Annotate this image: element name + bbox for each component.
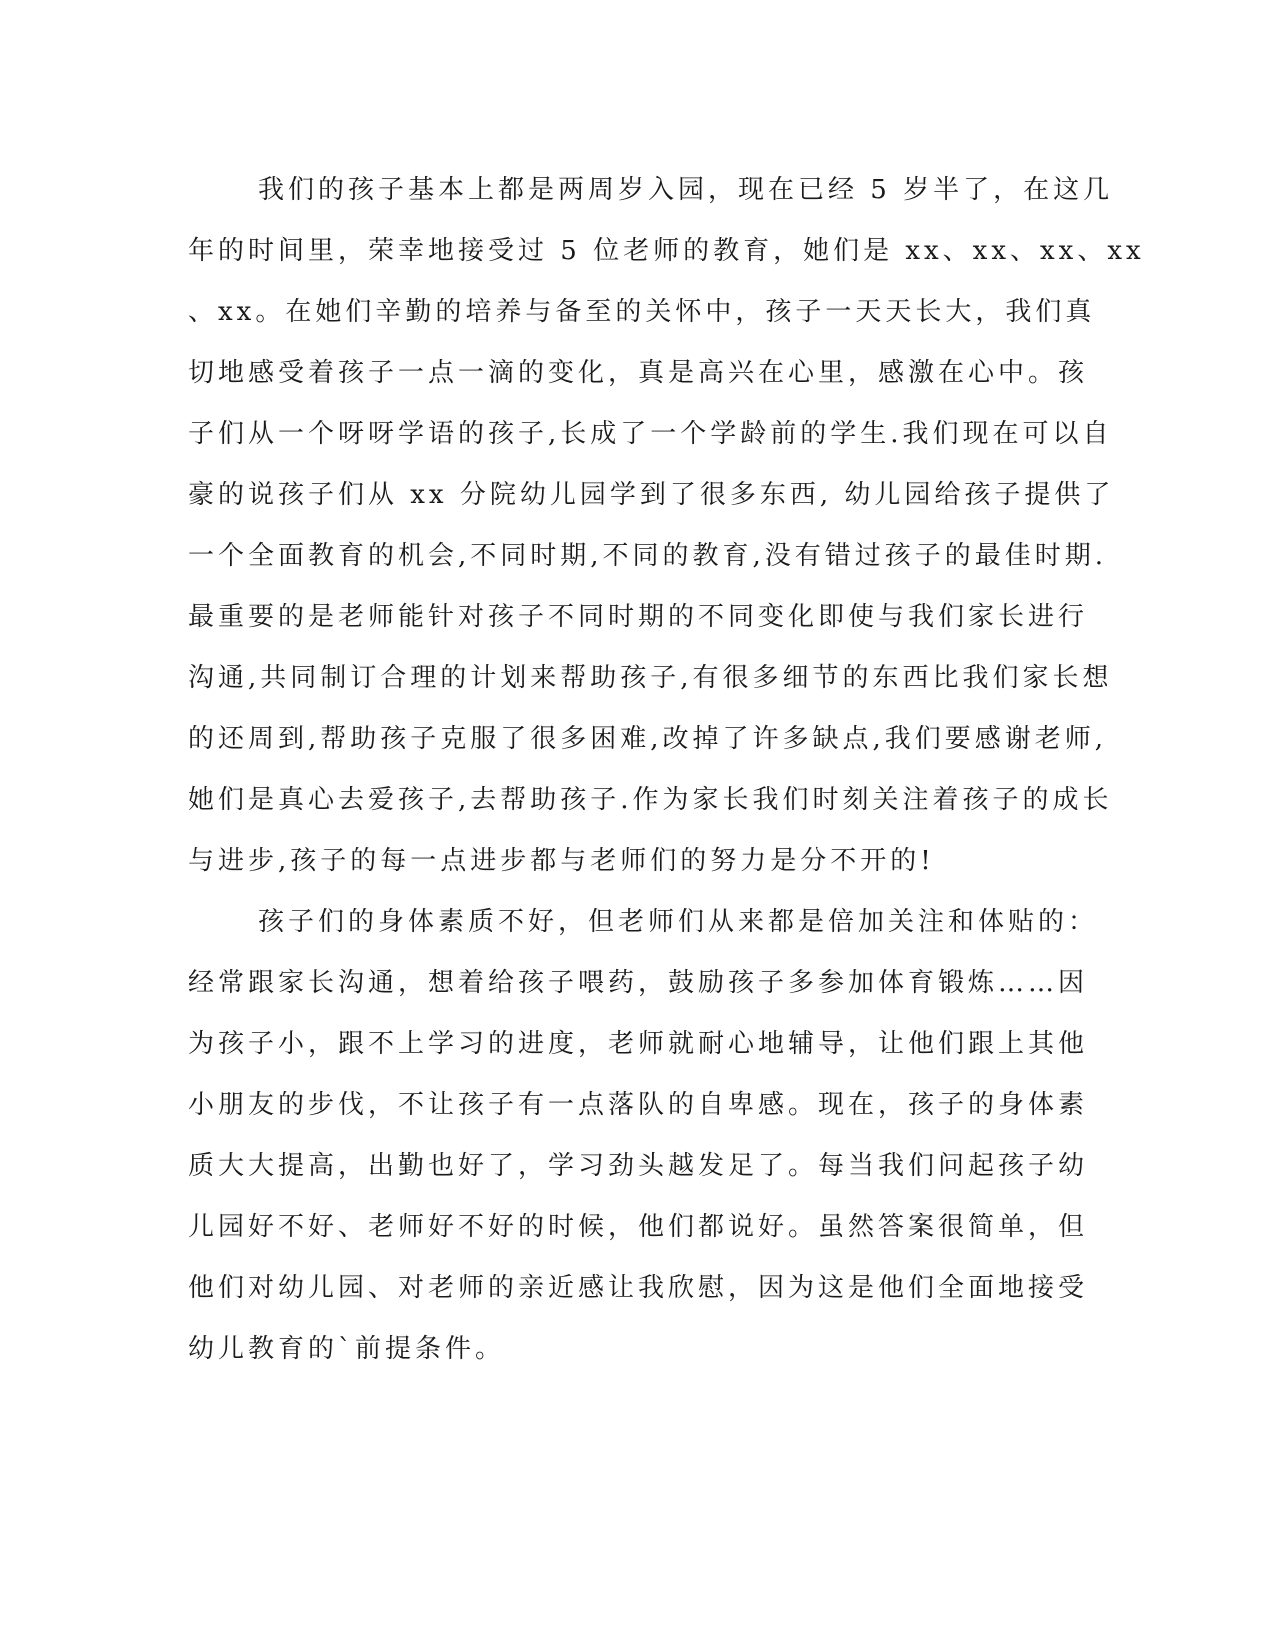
paragraph-1-line: 一个全面教育的机会,不同时期,不同的教育,没有错过孩子的最佳时期. <box>188 541 1108 571</box>
paragraph-1-line: 与进步,孩子的每一点进步都与老师们的努力是分不开的! <box>188 846 935 876</box>
paragraph-1-line: 的还周到,帮助孩子克服了很多困难,改掉了许多缺点,我们要感谢老师, <box>188 724 1108 754</box>
paragraph-1-line: 、xx。在她们辛勤的培养与备至的关怀中，孩子一天天长大，我们真 <box>188 297 1096 327</box>
paragraph-2-line: 经常跟家长沟通，想着给孩子喂药，鼓励孩子多参加体育锻炼……因 <box>188 968 1089 998</box>
paragraph-2-line: 质大大提高，出勤也好了，学习劲头越发足了。每当我们问起孩子幼 <box>188 1151 1089 1181</box>
paragraph-2-line: 为孩子小，跟不上学习的进度，老师就耐心地辅导，让他们跟上其他 <box>188 1029 1089 1059</box>
document-body <box>188 160 1145 1380</box>
paragraph-1 <box>188 160 1145 892</box>
paragraph-2-line: 幼儿教育的`前提条件。 <box>188 1334 506 1364</box>
paragraph-1-line: 年的时间里，荣幸地接受过 5 位老师的教育，她们是 xx、xx、xx、xx <box>188 236 1145 266</box>
paragraph-1-line: 子们从一个呀呀学语的孩子,长成了一个学龄前的学生.我们现在可以自 <box>188 419 1113 449</box>
paragraph-2-line: 小朋友的步伐，不让孩子有一点落队的自卑感。现在，孩子的身体素 <box>188 1090 1089 1120</box>
paragraph-1-line: 豪的说孩子们从 xx 分院幼儿园学到了很多东西, 幼儿园给孩子提供了 <box>188 480 1115 510</box>
paragraph-1-line: 我们的孩子基本上都是两周岁入园，现在已经 5 岁半了，在这几 <box>258 175 1114 205</box>
paragraph-2-line: 他们对幼儿园、对老师的亲近感让我欣慰，因为这是他们全面地接受 <box>188 1273 1089 1303</box>
paragraph-2-line: 儿园好不好、老师好不好的时候，他们都说好。虽然答案很简单，但 <box>188 1212 1089 1242</box>
paragraph-1-line: 切地感受着孩子一点一滴的变化，真是高兴在心里，感激在心中。孩 <box>188 358 1089 388</box>
paragraph-2 <box>188 892 1099 1380</box>
paragraph-2-line: 孩子们的身体素质不好，但老师们从来都是倍加关注和体贴的： <box>258 907 1099 937</box>
paragraph-1-line: 她们是真心去爱孩子,去帮助孩子.作为家长我们时刻关注着孩子的成长 <box>188 785 1113 815</box>
paragraph-1-line: 最重要的是老师能针对孩子不同时期的不同变化即使与我们家长进行 <box>188 602 1089 632</box>
paragraph-1-line: 沟通,共同制订合理的计划来帮助孩子,有很多细节的东西比我们家长想 <box>188 663 1113 693</box>
